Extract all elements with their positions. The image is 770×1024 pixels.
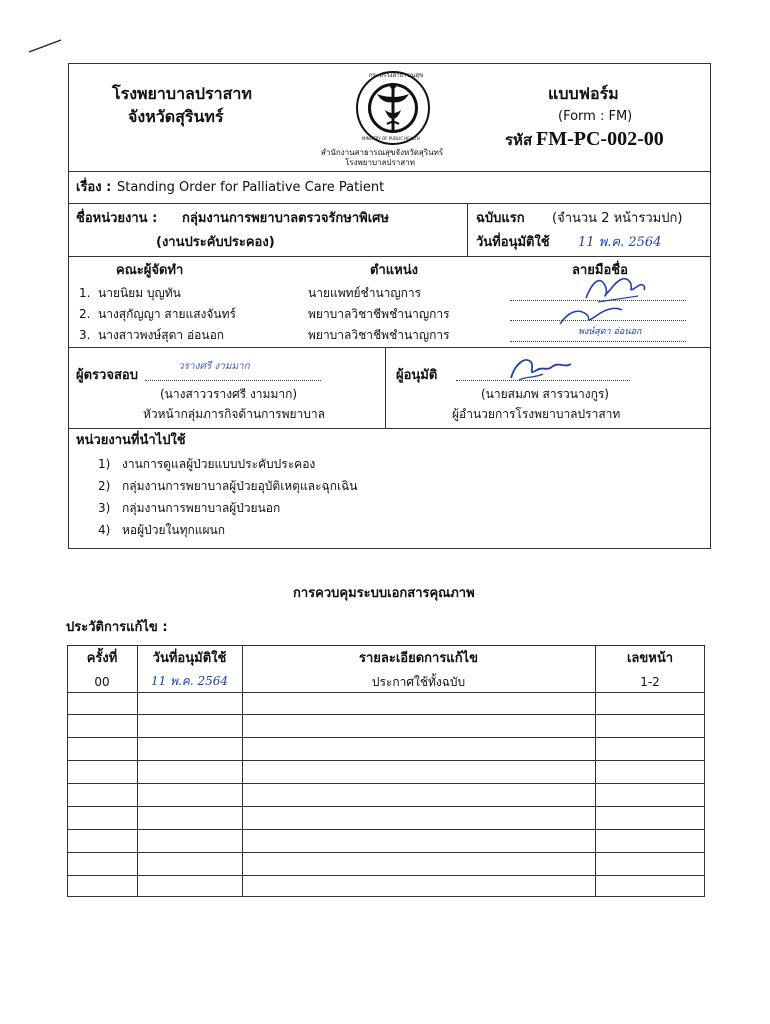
table-cell-date: 11 พ.ค. 2564	[150, 674, 228, 688]
signature-line	[510, 341, 686, 342]
unit-item-no: 4)	[98, 523, 111, 537]
logo-ring-text-en: MINISTRY OF PUBLIC HEALTH	[362, 136, 420, 141]
row-divider	[67, 692, 705, 693]
form-code: FM-PC-002-00	[536, 128, 664, 150]
divider	[68, 347, 711, 348]
row-divider	[67, 829, 705, 830]
unit-item-no: 2)	[98, 479, 111, 493]
divider	[68, 203, 711, 204]
reviewer-signature: วรางศรี งามมาก	[178, 361, 250, 372]
signature-2-scribble	[556, 300, 626, 330]
unit-item-text: งานการดูแลผู้ป่วยแบบประคับประคอง	[122, 457, 316, 471]
approver-label: ผู้อนุมัติ	[396, 368, 438, 383]
approver-title: ผู้อำนวยการโรงพยาบาลปราสาท	[452, 407, 621, 421]
form-subtitle: (Form : FM)	[558, 109, 633, 124]
moph-seal-icon	[355, 70, 431, 146]
signature-3-text: พงษ์สุดา อ่อนอก	[578, 327, 642, 337]
code-label: รหัส	[505, 131, 533, 149]
table-cell-detail: ประกาศใช้ทั้งฉบับ	[371, 675, 466, 689]
form-title: แบบฟอร์ม	[548, 84, 619, 103]
table-header-no: ครั้งที่	[86, 651, 118, 666]
row-divider	[67, 783, 705, 784]
committee-col-signature: ลายมือชื่อ	[572, 263, 628, 278]
history-label: ประวัติการแก้ไข :	[66, 620, 168, 635]
table-header-detail: รายละเอียดการแก้ไข	[359, 651, 478, 666]
hospital-name: โรงพยาบาลปราสาท	[112, 84, 252, 103]
office-line-2: โรงพยาบาลปราสาท	[345, 158, 415, 167]
unit-item-no: 3)	[98, 501, 111, 515]
table-cell-page: 1-2	[640, 675, 660, 689]
divider	[68, 256, 711, 257]
unit-item-text: หอผู้ป่วยในทุกแผนก	[122, 523, 226, 537]
subject-label: เรื่อง :	[76, 180, 112, 195]
row-divider	[67, 760, 705, 761]
member-no: 1.	[79, 286, 91, 300]
committee-col-position: ตำแหน่ง	[370, 263, 418, 278]
row-divider	[67, 714, 705, 715]
member-no: 2.	[79, 307, 91, 321]
edition-value: (จำนวน 2 หน้ารวมปก)	[552, 211, 683, 226]
member-no: 3.	[79, 328, 91, 342]
divider	[68, 428, 711, 429]
member-name: นางสุกัญญา สายแสงจันทร์	[98, 307, 236, 321]
reviewer-name: (นางสาววรางศรี งามมาก)	[160, 387, 298, 401]
approver-name: (นายสมภพ สารวนางกูร)	[481, 387, 609, 401]
scan-stroke-mark	[28, 38, 62, 54]
approve-date-label: วันที่อนุมัติใช้	[476, 235, 550, 250]
table-header-page: เลขหน้า	[626, 651, 674, 666]
committee-col-name: คณะผู้จัดทำ	[116, 263, 184, 278]
subject-value: Standing Order for Palliative Care Patient	[117, 180, 385, 195]
approver-signature-scribble	[505, 350, 575, 384]
approve-date-value: 11 พ.ค. 2564	[578, 235, 662, 250]
table-header-date: วันที่อนุมัติใช้	[152, 651, 227, 666]
divider	[385, 347, 386, 428]
unit-sub: (งานประคับประคอง)	[156, 235, 275, 250]
row-divider	[67, 737, 705, 738]
logo-ring-text: กระทรวงสาธารณสุข	[369, 72, 424, 79]
member-position: นายแพทย์ชำนาญการ	[308, 286, 422, 300]
row-divider	[67, 875, 705, 876]
member-name: นางสาวพงษ์สุดา อ่อนอก	[98, 328, 225, 342]
unit-item-text: กลุ่มงานการพยาบาลผู้ป่วยอุบัติเหตุและฉุกเฉิน	[122, 479, 358, 493]
row-divider	[67, 806, 705, 807]
edition-label: ฉบับแรก	[476, 211, 525, 226]
reviewer-title: หัวหน้ากลุ่มภารกิจด้านการพยาบาล	[143, 407, 325, 421]
units-used-label: หน่วยงานที่นำไปใช้	[76, 433, 186, 448]
unit-label: ชื่อหน่วยงาน :	[76, 211, 158, 226]
unit-item-text: กลุ่มงานการพยาบาลผู้ป่วยนอก	[122, 501, 281, 515]
unit-item-no: 1)	[98, 457, 111, 471]
row-divider	[67, 852, 705, 853]
divider	[68, 171, 711, 172]
member-position: พยาบาลวิชาชีพชำนาญการ	[308, 328, 450, 342]
province-name: จังหวัดสุรินทร์	[128, 107, 224, 126]
table-cell-no: 00	[94, 675, 110, 689]
member-position: พยาบาลวิชาชีพชำนาญการ	[308, 307, 450, 321]
reviewer-label: ผู้ตรวจสอบ	[76, 368, 138, 383]
quality-title: การควบคุมระบบเอกสารคุณภาพ	[293, 586, 475, 601]
reviewer-sign-line	[145, 380, 321, 381]
unit-value: กลุ่มงานการพยาบาลตรวจรักษาพิเศษ	[182, 211, 389, 226]
office-line-1: สำนักงานสาธารณสุขจังหวัดสุรินทร์	[321, 148, 444, 157]
member-name: นายนิยม บุญทัน	[98, 286, 181, 300]
divider	[467, 203, 468, 256]
